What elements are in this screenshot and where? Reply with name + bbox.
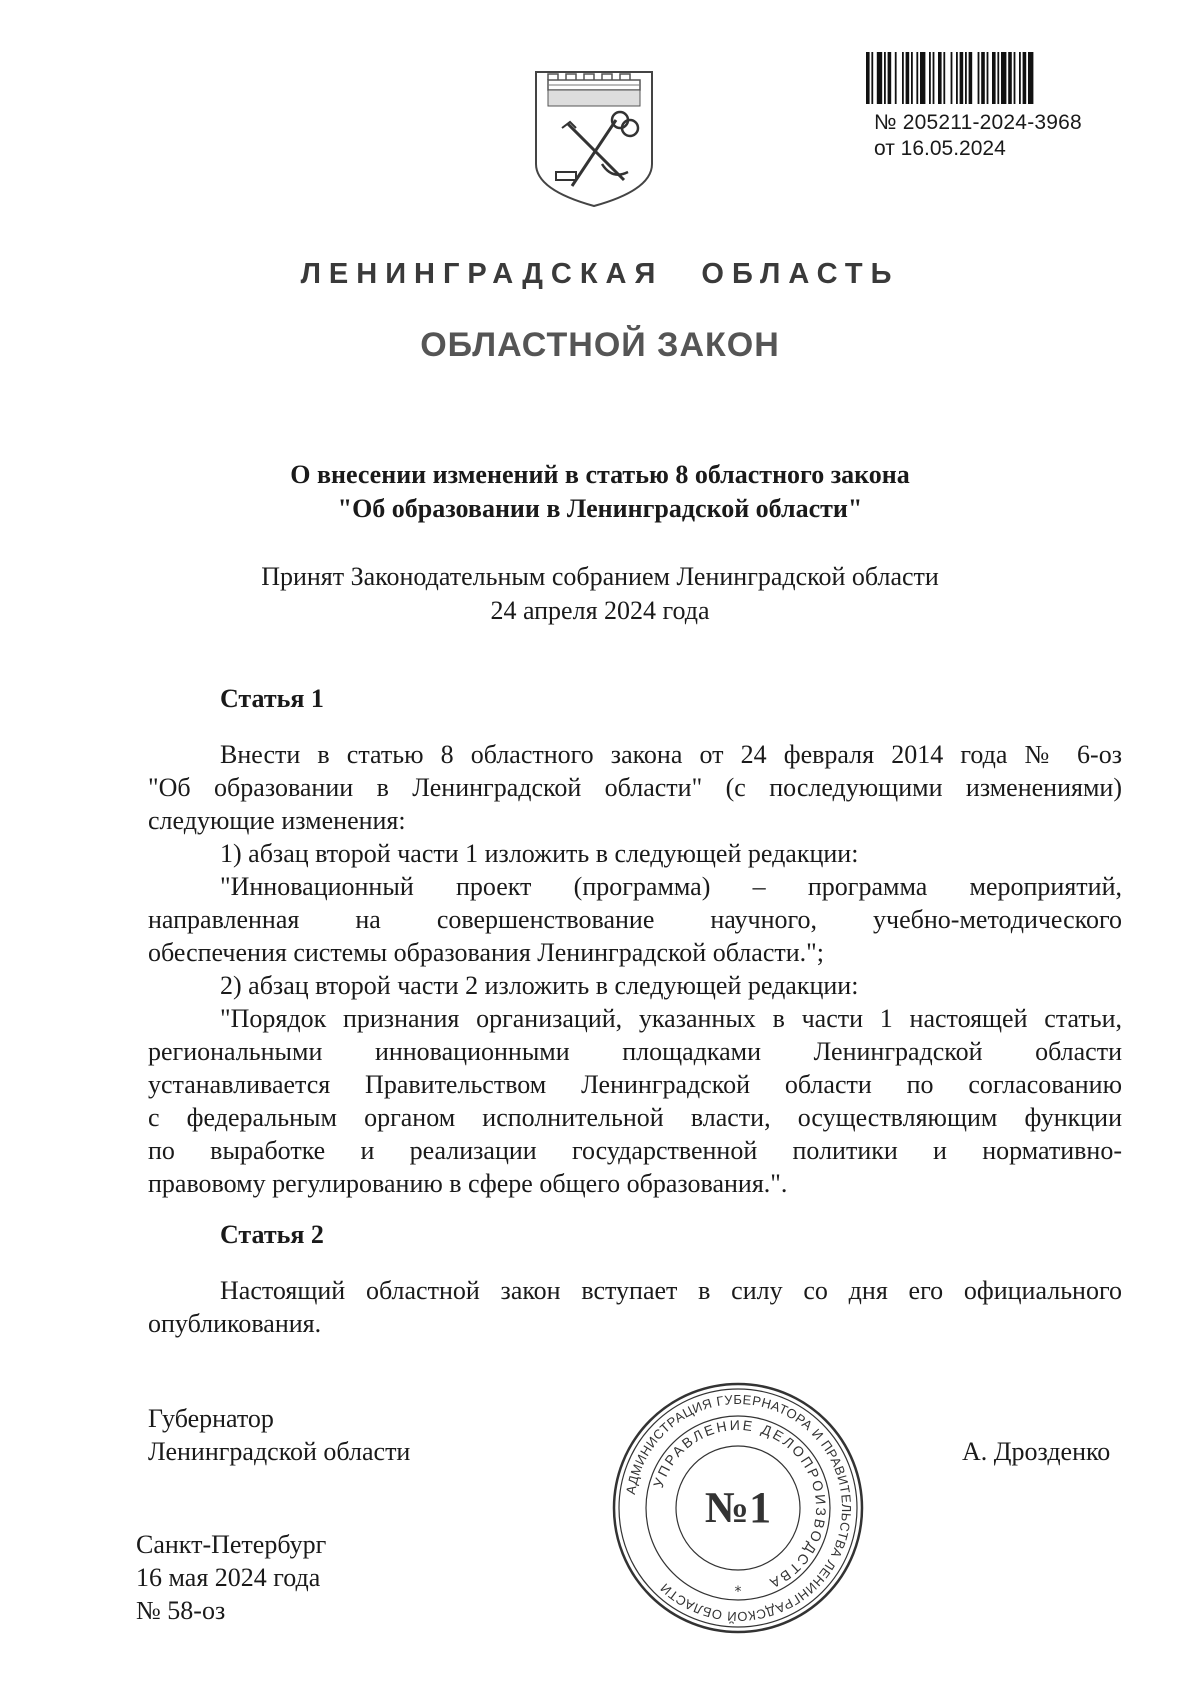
- region-heading: ЛЕНИНГРАДСКАЯ ОБЛАСТЬ: [300, 258, 900, 290]
- document-type-heading: ОБЛАСТНОЙ ЗАКОН: [420, 326, 780, 364]
- barcode-bar: [1001, 52, 1006, 104]
- registration-date: от 16.05.2024: [874, 137, 1006, 160]
- article-1-line: правовому регулированию в сфере общего образования.".: [148, 1169, 788, 1198]
- barcode-bar: [871, 52, 873, 104]
- barcode-bar: [929, 52, 931, 104]
- article-1-line: 1) абзац второй части 1 изложить в следующей редакции:: [220, 839, 859, 868]
- barcode-bar: [877, 52, 882, 104]
- barcode-bar: [938, 52, 942, 104]
- article-1-line: "Порядок признания организаций, указанных в части 1 настоящей статьи,: [220, 1004, 1122, 1033]
- barcode-bar: [965, 52, 967, 104]
- barcode-bar: [911, 52, 913, 104]
- article-1-line: следующие изменения:: [148, 806, 406, 835]
- article-1-heading: Статья 1: [220, 684, 324, 713]
- signing-date: 16 мая 2024 года: [136, 1563, 321, 1592]
- barcode-bar: [902, 52, 904, 104]
- article-1-body: [148, 738, 1122, 1200]
- article-1-line: Внести в статью 8 областного закона от 24 февраля 2014 года № 6-оз: [220, 740, 1122, 769]
- article-1-line: региональными инновационными площадками Ленинградской области: [148, 1037, 1122, 1066]
- barcode-bar: [1014, 52, 1016, 104]
- signing-place: Санкт-Петербург: [136, 1530, 327, 1559]
- article-1-line: "Об образовании в Ленинградской области" (с последующими изменениями): [148, 773, 1122, 802]
- barcode-bar: [951, 52, 953, 104]
- coat-of-arms-emblem: [532, 68, 656, 210]
- barcode-bar: [933, 52, 935, 104]
- barcode-bar: [943, 52, 945, 104]
- barcode-bar: [987, 52, 989, 104]
- barcode: [866, 52, 1088, 104]
- article-1-line: 2) абзац второй части 2 изложить в следующей редакции:: [220, 971, 859, 1000]
- article-1-line: обеспечения системы образования Ленинградской области.";: [148, 938, 824, 967]
- barcode-bar: [866, 52, 870, 104]
- barcode-bar: [895, 52, 897, 104]
- law-title-line-2: "Об образовании в Ленинградской области": [337, 494, 863, 523]
- barcode-bar: [978, 52, 980, 104]
- barcode-bar: [992, 52, 996, 104]
- signatory-position: Губернатор: [148, 1404, 274, 1433]
- barcode-bar: [960, 52, 964, 104]
- seal-inner-text: УПРАВЛЕНИЕ ДЕЛОПРОИЗВОДСТВА: [649, 1416, 830, 1593]
- svg-text:*: *: [734, 1584, 742, 1600]
- adoption-line-1: Принят Законодательным собранием Ленинградской области: [261, 562, 939, 591]
- article-1-line: направленная на совершенствование научного, учебно-методического: [148, 905, 1122, 934]
- barcode-bar: [981, 52, 985, 104]
- article-1-line: устанавливается Правительством Ленинградской области по согласованию: [148, 1070, 1122, 1099]
- article-1-line: по выработке и реализации государственной политики и нормативно-: [148, 1136, 1122, 1165]
- barcode-bar: [1019, 52, 1021, 104]
- registration-number: № 205211-2024-3968: [874, 111, 1082, 134]
- barcode-bar: [1028, 52, 1033, 104]
- barcode-bar: [1023, 52, 1027, 104]
- barcode-bar: [920, 52, 925, 104]
- signatory-name: А. Дрозденко: [962, 1437, 1111, 1466]
- article-2-line: опубликования.: [148, 1309, 322, 1338]
- barcode-bar: [884, 52, 886, 104]
- barcode-bar: [969, 52, 973, 104]
- law-number: № 58-оз: [136, 1596, 226, 1625]
- barcode-bar: [1008, 52, 1012, 104]
- article-2-line: Настоящий областной закон вступает в силу со дня его официального: [220, 1276, 1122, 1305]
- seal-center-text: №1: [704, 1483, 772, 1532]
- signatory-region: Ленинградской области: [148, 1437, 411, 1466]
- seal-outer-text: АДМИНИСТРАЦИЯ ГУБЕРНАТОРА И ПРАВИТЕЛЬСТВА ЛЕНИНГРАДСКОЙ ОБЛАСТИ: [622, 1391, 855, 1625]
- adoption-date: 24 апреля 2024 года: [490, 596, 710, 625]
- barcode-bar: [906, 52, 910, 104]
- article-2-body: [148, 1274, 1122, 1340]
- barcode-bar: [997, 52, 999, 104]
- barcode-bar: [956, 52, 958, 104]
- barcode-bar: [916, 52, 918, 104]
- barcode-bar: [888, 52, 892, 104]
- law-title-line-1: О внесении изменений в статью 8 областного закона: [290, 460, 910, 489]
- official-seal-stamp: [610, 1380, 866, 1636]
- article-2-heading: Статья 2: [220, 1220, 324, 1249]
- article-1-line: с федеральным органом исполнительной власти, осуществляющим функции: [148, 1103, 1122, 1132]
- article-1-line: "Инновационный проект (программа) – программа мероприятий,: [220, 872, 1122, 901]
